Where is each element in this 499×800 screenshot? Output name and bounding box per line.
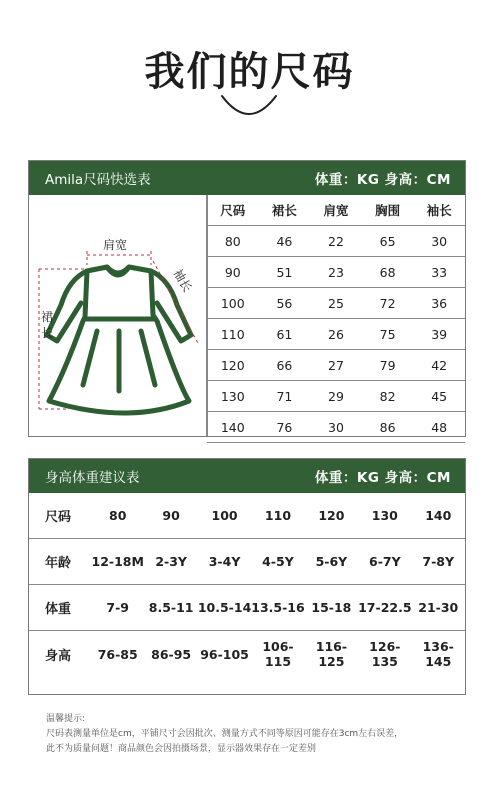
cell: 72: [379, 296, 396, 311]
smile-decoration: [218, 92, 280, 122]
cell: 17-22.5: [358, 600, 412, 615]
cell: 126-135: [369, 639, 401, 669]
cell: 110: [264, 508, 292, 523]
cell: 7-9: [106, 600, 129, 615]
table-row: [207, 381, 465, 412]
table-row: [29, 493, 465, 539]
dress-diagram: [29, 195, 207, 436]
suggestion-header: [29, 459, 465, 493]
cell: 12-18M: [91, 554, 144, 569]
table-row: [207, 412, 465, 443]
col-header: 胸围: [375, 203, 401, 218]
cell: 120: [318, 508, 345, 523]
cell: 116-125: [315, 639, 348, 669]
cell: 45: [431, 389, 448, 404]
cell: 56: [276, 296, 293, 311]
cell: 130: [371, 508, 398, 523]
grid-divider: [207, 195, 208, 436]
cell: 106-115: [262, 639, 294, 669]
cell: 130: [220, 389, 245, 404]
cell: 120: [220, 358, 245, 373]
cell: 48: [431, 420, 448, 435]
cell: 7-8Y: [422, 554, 455, 569]
cell: 26: [328, 327, 344, 342]
cell: 82: [379, 389, 396, 404]
table-row: [207, 226, 465, 257]
cell: 33: [431, 265, 448, 280]
cell: 15-18: [311, 600, 352, 615]
suggestion-card: [28, 458, 466, 695]
cell: 75: [379, 327, 396, 342]
cell: 100: [211, 508, 238, 523]
notes-line-1: 尺码表测量单位是cm，平铺尺寸会因批次、测量方式不同等原因可能存在3cm左右误差，: [46, 729, 404, 739]
cell: 90: [224, 265, 241, 280]
cell: 46: [276, 234, 293, 249]
cell: 13.5-16: [251, 600, 305, 615]
cell: 3-4Y: [208, 554, 241, 569]
cell: 61: [276, 327, 293, 342]
cell: 90: [162, 508, 180, 523]
col-header: 肩宽: [323, 203, 349, 218]
cell: 96-105: [200, 646, 249, 662]
cell: 30: [328, 420, 344, 435]
cell: 140: [425, 508, 452, 523]
cell: 76-85: [97, 646, 138, 662]
cell: 136-145: [422, 639, 454, 669]
sleeve-label: 袖长: [170, 266, 195, 295]
cell: 140: [220, 420, 245, 435]
cell: 36: [431, 296, 448, 311]
size-chart-card: [28, 160, 466, 437]
shoulder-label: 肩宽: [103, 238, 128, 252]
cell: 79: [379, 358, 396, 373]
cell: 86: [379, 420, 396, 435]
table-row: [207, 288, 465, 319]
notes-line-2: 此不为质量问题！商品颜色会因拍摄场景，显示器效果存在一定差别: [46, 744, 317, 754]
cell: 100: [220, 296, 245, 311]
cell: 4-5Y: [262, 554, 294, 569]
cell: 76: [276, 420, 293, 435]
cell: 23: [328, 265, 344, 280]
suggestion-title: 身高体重建议表: [45, 470, 140, 486]
col-header: 袖长: [426, 203, 452, 218]
cell: 86-95: [151, 646, 192, 662]
unit-label: 体重：KG 身高：CM: [314, 470, 451, 486]
table-row: [207, 257, 465, 288]
cell: 66: [276, 358, 293, 373]
row-label: 体重: [45, 602, 72, 617]
size-grid: [207, 195, 465, 436]
cell: 10.5-14: [197, 600, 252, 615]
cell: 42: [431, 358, 448, 373]
cell: 80: [224, 234, 241, 249]
table-row: [29, 585, 465, 631]
cell: 110: [220, 327, 245, 342]
table-row: [207, 350, 465, 381]
cell: 30: [431, 234, 448, 249]
size-chart-header: [29, 161, 465, 195]
cell: 6-7Y: [369, 554, 401, 569]
cell: 27: [328, 358, 344, 373]
cell: 22: [328, 234, 344, 249]
cell: 68: [379, 265, 396, 280]
cell: 21-30: [418, 600, 459, 615]
row-label: 尺码: [45, 510, 72, 525]
cell: 80: [109, 508, 127, 523]
cell: 25: [328, 296, 344, 311]
length-label-2: 长: [41, 326, 54, 340]
row-label: 身高: [45, 648, 72, 664]
size-grid-header: [207, 195, 465, 226]
col-header: 尺码: [220, 203, 246, 218]
cell: 5-6Y: [315, 554, 348, 569]
table-row: [207, 319, 465, 350]
notes: [46, 712, 403, 757]
unit-label: 体重：KG 身高：CM: [314, 172, 451, 188]
cell: 65: [379, 234, 396, 249]
cell: 8.5-11: [148, 600, 194, 615]
cell: 29: [328, 389, 344, 404]
cell: 2-3Y: [155, 554, 187, 569]
row-label: 年龄: [45, 556, 72, 571]
size-chart-title: Amila尺码快选表: [45, 172, 151, 188]
cell: 39: [431, 327, 448, 342]
page-title: 我们的尺码: [144, 49, 355, 95]
col-header: 裙长: [271, 203, 297, 218]
length-label-1: 裙: [41, 310, 54, 324]
notes-title: 温馨提示:: [46, 714, 86, 724]
cell: 71: [276, 389, 293, 404]
table-row: [29, 631, 465, 677]
cell: 51: [276, 265, 293, 280]
table-row: [29, 539, 465, 585]
